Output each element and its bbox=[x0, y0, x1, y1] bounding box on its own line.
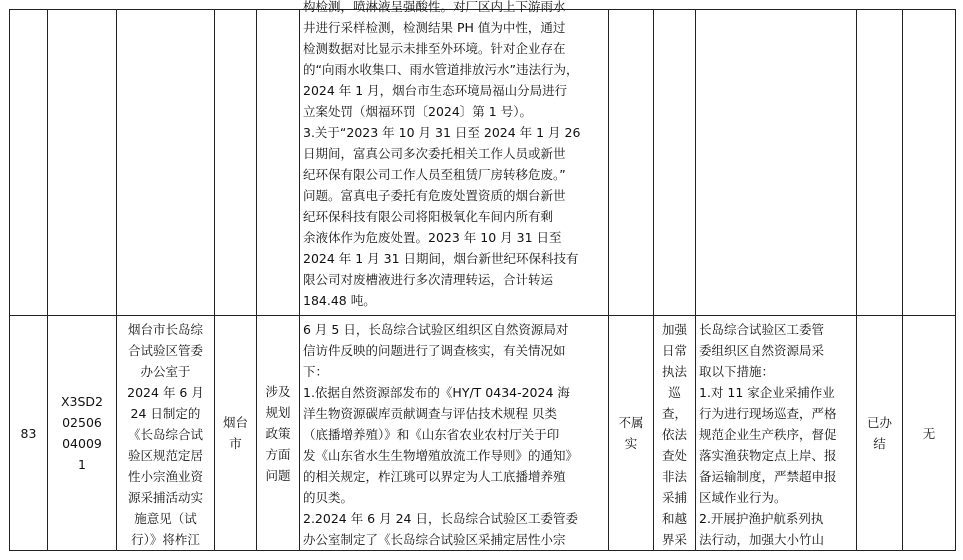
complaint-line: 验区规范定居 bbox=[127, 448, 203, 463]
finding-line: 洋生物资源碳库贡献调查与评估技术规程 贝类 bbox=[303, 406, 557, 421]
cell-city bbox=[215, 316, 257, 551]
measures-line: 落实渔获物定点上岸、报 bbox=[699, 448, 837, 463]
finding-line: （底播增养殖）》和《山东省农业农村厅关于印 bbox=[303, 427, 560, 442]
cell-city-prev bbox=[215, 10, 257, 316]
measure-type-line: 查， bbox=[661, 406, 687, 421]
measure-type-line: 采捕 bbox=[661, 490, 687, 505]
case-id-line: 1 bbox=[78, 457, 86, 472]
finding-prev-line: 纪环保科技有限公司将阳极氧化车间内所有剩 bbox=[303, 209, 554, 224]
finding-prev-line: 3.关于“2023 年 10 月 31 日至 2024 年 1 月 26 bbox=[303, 125, 581, 140]
finding-prev-line: 井进行采样检测，检测结果 PH 值为中性，通过 bbox=[303, 20, 566, 35]
measure-type-line: 查处 bbox=[661, 448, 687, 463]
measure-type-line: 加强 bbox=[661, 322, 687, 337]
finding-prev-line: 2024 年 1 月，烟台市生态环境局福山分局进行 bbox=[303, 83, 568, 98]
accountability-text: 无 bbox=[922, 425, 936, 441]
measure-type-line: 执法 bbox=[661, 364, 687, 379]
cell-measure-type-prev bbox=[654, 10, 696, 316]
finding-prev-line: 问题。富真电子委托有危废处置资质的烟台新世 bbox=[303, 188, 566, 203]
complaint-line: 行）》将柞江 bbox=[131, 532, 200, 547]
complaint-line: 烟台市长岛综 bbox=[127, 322, 203, 337]
measures-line: 长岛综合试验区工委管 bbox=[699, 322, 825, 337]
case-id-line: 02506 bbox=[62, 415, 102, 430]
finding-line: 发《山东省水生生物增殖放流工作导则》的通知》 bbox=[303, 448, 579, 463]
category-line: 方面 bbox=[265, 446, 291, 462]
finding-prev-line: 构检测，喷淋液呈强酸性。对厂区内上下游雨水 bbox=[303, 0, 566, 14]
cell-measures-prev bbox=[696, 10, 857, 316]
cell-category bbox=[257, 316, 300, 551]
cell-verdict-prev bbox=[609, 10, 654, 316]
case-table bbox=[9, 0, 956, 551]
cell-case-id-prev bbox=[48, 10, 117, 316]
finding-line: 的贝类。 bbox=[303, 490, 354, 505]
row-number: 83 bbox=[20, 425, 37, 441]
category-line: 涉及 bbox=[265, 383, 291, 399]
cell-status bbox=[857, 316, 903, 551]
cell-complaint bbox=[117, 316, 215, 551]
cell-measure-type bbox=[654, 316, 696, 551]
finding-prev-line: 立案处罚（烟福环罚〔2024〕第 1 号）。 bbox=[303, 104, 532, 119]
measure-type-line: 依法 bbox=[661, 427, 687, 442]
complaint-line: 《长岛综合试 bbox=[127, 427, 203, 442]
finding-prev-line: 限公司对废槽液进行多次清理转运，合计转运 bbox=[303, 272, 554, 287]
finding-prev-line: 纪环保有限公司工作人员至租赁厂房转移危废。” bbox=[303, 167, 566, 182]
cell-accountability bbox=[903, 316, 956, 551]
measures-line: 法行动，加强大小竹山 bbox=[699, 532, 825, 547]
finding-line: 2.2024 年 6 月 24 日，长岛综合试验区工委管委 bbox=[303, 511, 578, 526]
city-line: 烟台 bbox=[222, 415, 248, 430]
finding-prev-line: 检测数据对比显示未排至外环境。针对企业存在 bbox=[303, 41, 566, 56]
category-line: 政策 bbox=[265, 425, 291, 441]
cell-number-prev bbox=[10, 10, 48, 316]
finding-prev-line: 的“向雨水收集口、雨水管道排放污水”违法行为， bbox=[303, 62, 579, 77]
cell-finding bbox=[300, 316, 609, 551]
cell-category-prev bbox=[257, 10, 300, 316]
finding-line: 办公室制定了《长岛综合试验区采捕定居性小宗 bbox=[303, 532, 566, 547]
complaint-line: 施意见（试 bbox=[134, 511, 197, 526]
complaint-line: 办公室于 bbox=[140, 364, 191, 379]
finding-line: 下： bbox=[303, 364, 329, 379]
measures-line: 备运输制度，严禁超申报 bbox=[699, 469, 837, 484]
verdict-line: 不属 bbox=[618, 415, 644, 430]
cell-status-prev bbox=[857, 10, 903, 316]
measures-line: 取以下措施： bbox=[699, 364, 775, 379]
finding-prev-line: 184.48 吨。 bbox=[303, 293, 376, 308]
complaint-line: 合试验区管委 bbox=[127, 343, 203, 358]
category-line: 规划 bbox=[265, 404, 291, 420]
measure-type-line: 非法 bbox=[661, 469, 687, 484]
finding-prev-line: 2024 年 1 月 31 日期间，烟台新世纪环保科技有 bbox=[303, 251, 579, 266]
finding-line: 6 月 5 日，长岛综合试验区组织区自然资源局对 bbox=[303, 322, 569, 337]
finding-line: 1.依据自然资源部发布的《HY/T 0434-2024 海 bbox=[303, 385, 570, 400]
city-line: 市 bbox=[229, 436, 242, 451]
cell-number bbox=[10, 316, 48, 551]
measures-line: 委组织区自然资源局采 bbox=[699, 343, 825, 358]
complaint-line: 2024 年 6 月 bbox=[127, 385, 204, 400]
measures-line: 规范企业生产秩序，督促 bbox=[699, 427, 837, 442]
verdict-line: 实 bbox=[624, 436, 638, 451]
finding-prev-line: 日期间，富真公司多次委托相关工作人员或新世 bbox=[303, 146, 566, 161]
cell-measures bbox=[696, 316, 857, 551]
case-id-line: 04009 bbox=[62, 436, 102, 451]
table-row-previous bbox=[10, 10, 956, 316]
status-line: 结 bbox=[873, 436, 886, 451]
measure-type-line: 界采 bbox=[661, 532, 687, 547]
complaint-line: 性小宗渔业资 bbox=[127, 469, 203, 484]
table-row-83 bbox=[10, 316, 956, 551]
status-line: 已办 bbox=[866, 415, 892, 430]
measures-line: 行为进行现场巡查，严格 bbox=[699, 406, 837, 421]
cell-finding-prev bbox=[300, 0, 609, 316]
finding-line: 信访件反映的问题进行了调查核实，有关情况如 bbox=[303, 343, 566, 358]
measure-type-line: 和越 bbox=[661, 511, 687, 526]
complaint-line: 24 日制定的 bbox=[130, 406, 201, 421]
measures-line: 1.对 11 家企业采捕作业 bbox=[699, 385, 835, 400]
category-line: 问题 bbox=[265, 467, 291, 483]
measures-line: 2.开展护渔护航系列执 bbox=[699, 511, 824, 526]
cell-case-id bbox=[48, 316, 117, 551]
finding-prev-line: 余液体作为危废处置。2023 年 10 月 31 日至 bbox=[303, 230, 562, 245]
measure-type-line: 日常 bbox=[661, 343, 687, 358]
measure-type-line: 巡 bbox=[668, 385, 681, 400]
case-id-line: X3SD2 bbox=[60, 394, 104, 409]
cell-complaint-prev bbox=[117, 10, 215, 316]
cell-accountability-prev bbox=[903, 10, 956, 316]
finding-line: 的相关规定，柞江珧可以界定为人工底播增养殖 bbox=[303, 469, 566, 484]
complaint-line: 源采捕活动实 bbox=[127, 490, 203, 505]
measures-line: 区域作业行为。 bbox=[699, 490, 787, 505]
cell-verdict bbox=[609, 316, 654, 551]
